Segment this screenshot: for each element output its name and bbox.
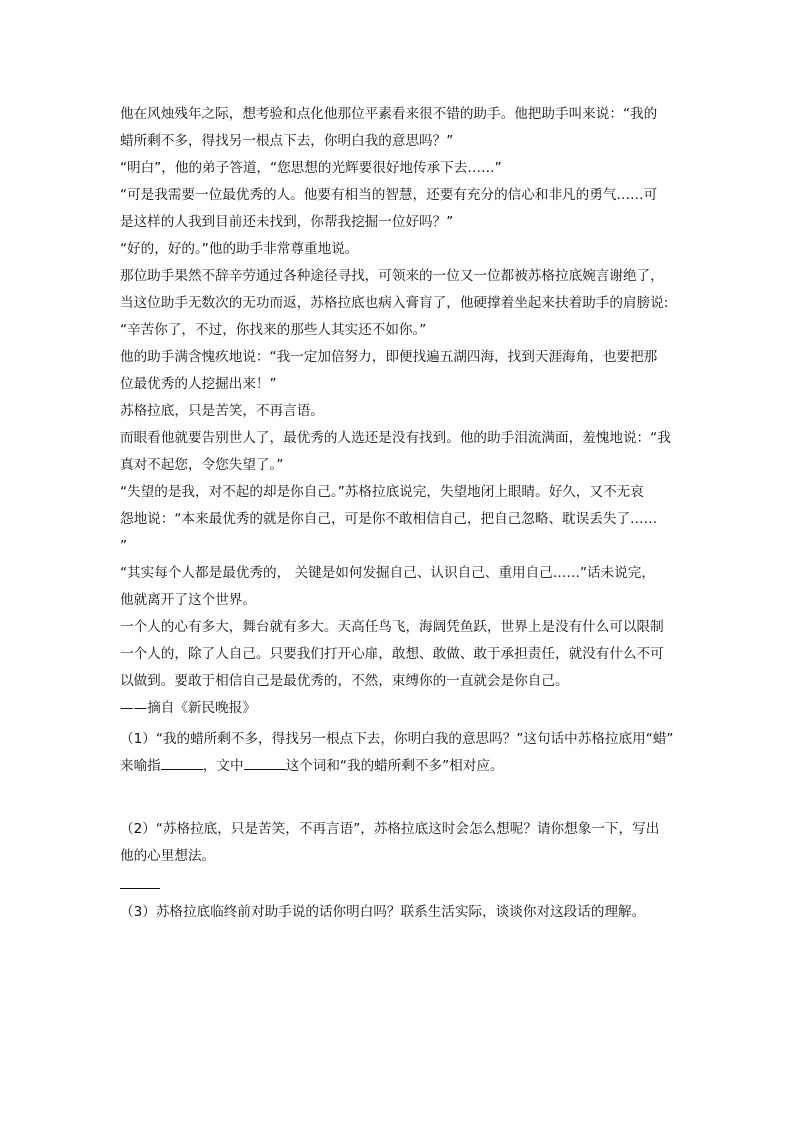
question-1-text-cont [120,753,680,780]
question-3-text: （3）苏格拉底临终前对助手说的话你明白吗？联系生活实际，谈谈你对这段话的理解。 [120,904,646,920]
passage-line: “明白”，他的弟子答道，“您思想的光辉要很好地传承下去……” [120,160,502,176]
question-1-part-c: 这个词和“我的蜡所剩不多”相对应。 [285,758,504,774]
spacer [120,780,680,806]
passage-line: ” [120,538,128,554]
passage-line: “其实每个人都是最优秀的， 关键是如何发掘自己、认识自己、重用自己……”话未说完， [120,565,655,581]
passage-line: 他就离开了这个世界。 [120,592,256,608]
passage-line: 蜡所剩不多，得找另一根点下去，你明白我的意思吗？” [120,133,454,149]
document-page [120,101,680,926]
question-3 [120,899,680,926]
passage-line: 位最优秀的人挖掘出来！” [120,376,277,392]
passage-line: 怨地说：“本来最优秀的就是你自己，可是你不敢相信自己，把自己忽略、耽误丢失了…… [120,511,658,527]
passage-line: 真对不起您，令您失望了。” [120,457,284,473]
passage-line: 苏格拉底，只是苦笑，不再言语。 [120,403,324,419]
passage [120,101,680,722]
question-2 [120,816,680,889]
passage-line: “失望的是我，对不起的却是你自己。”苏格拉底说完，失望地闭上眼睛。好久，又不无哀 [120,484,644,500]
passage-line: 他在风烛残年之际，想考验和点化他那位平素看来很不错的助手。他把助手叫来说：“我的 [120,106,658,122]
question-1-part-b: ，文中 [202,758,244,774]
answer-blank-1[interactable] [161,755,203,770]
passage-line: 一个人的心有多大，舞台就有多大。天高任鸟飞，海阔凭鱼跃，世界上是没有什么可以限制 [120,619,664,635]
question-2-text: （2）“苏格拉底，只是苦笑，不再言语”，苏格拉底这时会怎么想呢？请你想象一下，写出 [120,821,660,837]
source-citation: ——摘自《新民晚报》 [120,700,256,716]
passage-line: 以做到。要敢于相信自己是最优秀的，不然，束缚你的一直就会是你自己。 [120,673,569,689]
answer-blank-2[interactable] [244,755,286,770]
answer-blank-3[interactable] [120,870,160,889]
passage-line: 一个人的，除了人自己。只要我们打开心扉，敢想、敢做、敢于承担责任，就没有什么不可 [120,646,664,662]
passage-line: 那位助手果然不辞辛劳通过各种途径寻找，可领来的一位又一位都被苏格拉底婉言谢绝了， [120,268,664,284]
passage-line: “好的，好的。”他的助手非常尊重地说。 [120,241,359,257]
passage-line: 他的助手满含愧疚地说：“我一定加倍努力，即便找遍五湖四海，找到天涯海角，也要把那 [120,349,658,365]
question-2-text-cont: 他的心里想法。 [120,848,216,864]
question-1 [120,726,680,780]
passage-line: “可是我需要一位最优秀的人。他要有相当的智慧，还要有充分的信心和非凡的勇气……可 [120,187,658,203]
passage-line: 是这样的人我到目前还未找到，你帮我挖掘一位好吗？” [120,214,454,230]
question-1-part-a: 来喻指 [120,758,161,774]
passage-line: “辛苦你了，不过，你找来的那些人其实还不如你。” [120,322,427,338]
passage-line: 而眼看他就要告别世人了，最优秀的人选还是没有找到。他的助手泪流满面，羞愧地说：“我 [120,430,671,446]
question-1-text: （1）“我的蜡所剩不多，得找另一根点下去，你明白我的意思吗？”这句话中苏格拉底用“蜡” [120,731,674,747]
passage-line: 当这位助手无数次的无功而返，苏格拉底也病入膏肓了，他硬撑着坐起来扶着助手的肩膀说: [120,295,669,311]
